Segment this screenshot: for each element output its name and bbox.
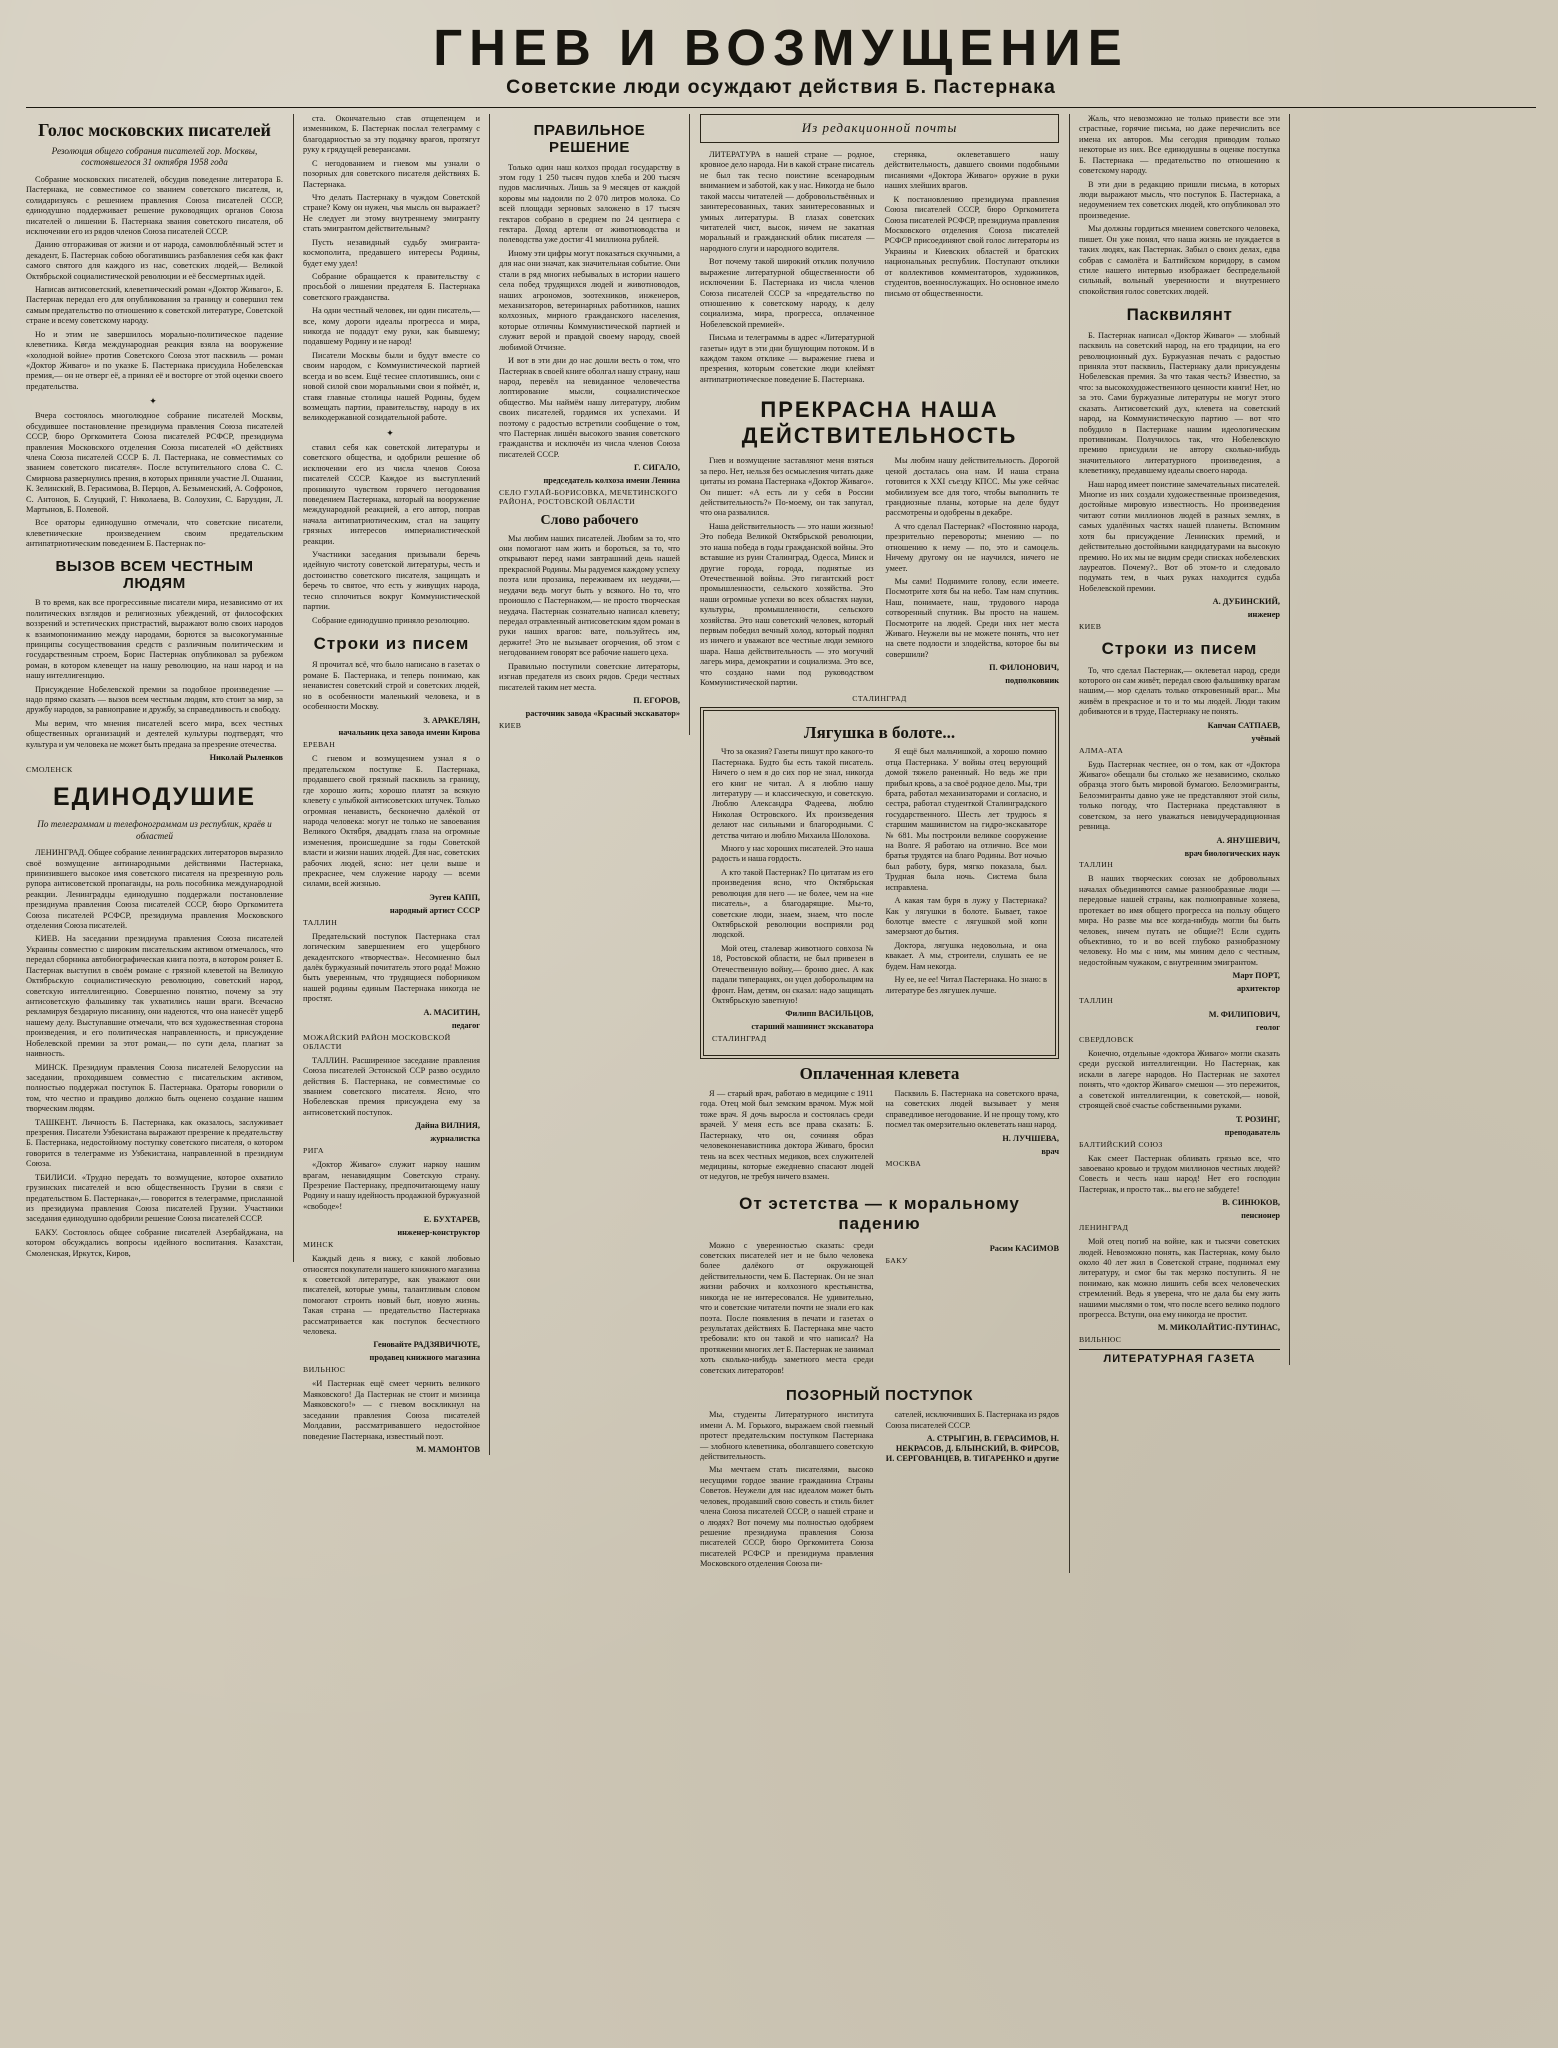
dateline-city: ТАЛЛИН <box>303 917 338 927</box>
dateline-city: СЕЛО ГУЛАЙ-БОРИСОВКА, МЕЧЕТИНСКОГО РАЙОНА, РОСТОВСКОЙ ОБЛАСТИ <box>499 488 678 507</box>
body-paragraph: Мы, студенты Литературного института имени А. М. Горького, выражаем свой гневный протест предательским поступком Пастернака — злобного клеветника, оболгавшего советскую действительность. <box>700 1410 874 1461</box>
signature-role: продавец книжного магазина <box>369 1353 480 1363</box>
aesthet-right <box>886 1241 1060 1379</box>
frog-right <box>886 747 1048 1048</box>
newspaper-footer-title: ЛИТЕРАТУРНАЯ ГАЗЕТА <box>1079 1349 1280 1365</box>
body-paragraph: ТБИЛИСИ. «Трудно передать то возмущение, которое охватило грузинских писателей и всю общественность Грузии в связи с предательством Б. Пастернака»,— говорится в телеграмме, присланной из президиума правления Союза писателей Грузии. Участники заседания единодушно одобрили решение Союза писателей СССР. <box>26 1172 283 1224</box>
letter-text: В наших творческих союзах не добровольных началах объединяются самые разнообразные люди — передовые нашей страны, как полноправные хозяева, протекает во имя общего прогресса на пользу общего мира. Но разве мы все когда-нибудь могли бы быть человек, ничем путать не общие?! Если судить объективно, то и во всей глубоко разнобразному человеку. Но мы с ним, мы миним дело с честным, недостойным чужаком, с внутренним эмигрантом. <box>1079 874 1280 967</box>
signature-role: начальник цеха завода имени Кирова <box>338 728 480 738</box>
body-paragraph: Можно с уверенностью сказать: среди советских писателей нет и не было человека более далёкого от окружающей действительности, чем Б. Пастернак. Он не знал жизни рабочих и колхозного крестьянства, никогда не не интересовался. Не удивительно, что и советские читатели почти не знали его как поэта. После появления в печати и газетах о результатах действиях Б. Пастернака мне часто требовали: кто он такой и что написал? На протяжении многих лет Б. Пастернак не занимал хоть сколько-нибудь заметного места среди советских литераторов! <box>700 1240 874 1375</box>
body-paragraph: А кто такой Пастернак? По цитатам из его произведения ясно, что Октябрьская революция для него — не более, чем на «не писатель», а благодарящие. Мы-то, советские люди, знаем, знаем, что после Октябрьской революции восприяли род людской. <box>712 867 874 940</box>
body-paragraph: Что делать Пастернаку в чуждом Советской стране? Кому он нужен, чья мысль он выражает? Не следует ли этому внутреннему эмигранту стать эмигрантом действительным? <box>303 192 480 234</box>
signature: П. ФИЛОНОВИЧ, <box>989 663 1059 673</box>
body-paragraph: Наш народ имеет поистине замечательных писателей. Многие из них создали художественные произведения, достойные мировую известность. Но произведения читают сотни миллионов людей в разных землях, в самых удалённых частях нашей планеты. Вспомним хотя бы присуждение Ленинских премий, и действительно достойными кандидатурами на высокую премию. Но их мы не видим среди списках нобелевских лауреатов. Почему?.. Вот об этом-то и следовало подумать тем, в чьих руках находится судьба Нобелевской премии. <box>1079 479 1280 593</box>
frog-article-box <box>703 710 1056 1057</box>
editorial-mail-box <box>700 114 1059 143</box>
signature-role: народный артист СССР <box>389 905 480 915</box>
headline-our-reality: ПРЕКРАСНА НАША ДЕЙСТВИТЕЛЬНОСТЬ <box>741 397 1018 449</box>
body-paragraph: ТАШКЕНТ. Личность Б. Пастернака, как оказалось, заслуживает презрения. Писатели Узбекистана выражают презрение к предательству Б. Пастернака, недостойному поступку советского писателя, о котором говорится в телеграмме из Узбекистана, направленной в президиум Союза. <box>26 1117 283 1169</box>
dateline-city: МИНСК <box>303 1240 334 1250</box>
signature: Г. СИГАЛО, <box>633 463 680 473</box>
signature: Эуген КАПП, <box>429 892 480 902</box>
body-paragraph: Присуждение Нобелевской премии за подобное произведение — надо прямо сказать — вызов всем честным людям, кто стоит за мир, за дружбу народов, за равноправие и дружбу, за справедливость и свободу. <box>26 684 283 715</box>
body-paragraph: А какая там буря в лужу у Пастернака? Как у лягушки в болоте. Бывает, такое болотце вместе с лягушкой мой копн замерзают до бытия. <box>885 896 1047 937</box>
headline-correct-decision: ПРАВИЛЬНОЕ РЕШЕНИЕ <box>533 122 646 157</box>
body-paragraph: На одни честный человек, ни один писатель,— все, кому дороги идеалы прогресса и мира, никогда не подадут ему руки, как бывшему; подавшему Родину и не народ! <box>303 306 480 347</box>
signature: Капчан САТПАЕВ, <box>1207 720 1280 730</box>
body-paragraph: К постановлению президиума правления Союза писателей СССР, бюро Оргкомитета Союза писателей РСФСР, президиума правления Московского отделения Союза писателей РСФСР присоединяют свой голос литераторы из Украины и Киевских областей и братских национальных республик. Поступают отклики от коллективов комментаторов, художников, студентов, военнослужащих. Но основное имело письмо от общественности. <box>884 194 1059 298</box>
body-paragraph: БАКУ. Состоялось общее собрание писателей Азербайджана, на котором обсуждались вопросы идейного воспитания. Казахстан, Смоленская, Иркутск, Киров, <box>26 1227 283 1258</box>
column-2 <box>294 114 490 1455</box>
body-paragraph: В эти дни в редакцию пришли письма, в которых люди выражают мысль, что поступок Б. Пастернака, а недоумением тех советских людей, кто опубликовал это произведение. <box>1079 179 1280 220</box>
col4-top-right <box>885 150 1060 388</box>
body-paragraph: ЛИТЕРАТУРА в нашей стране — родное, кровное дело народа. Ни в какой стране писатель не был так тесно поистине всенародным вниманием и заботой, как у нас. Никогда не было такой массы читателей — добровольствённых и заинтересованных, таких заинтересованных и умных литературы. В глазах советских читателей чист, высок, ничем не закатная моральный и гражданский облик писателя — народного слуги и народного водителя. <box>700 150 875 253</box>
aesthet-left <box>700 1241 874 1379</box>
page-title: ГНЕВ И ВОЗМУЩЕНИЕ <box>433 19 1129 76</box>
body-paragraph: Мы должны гордиться мнением советского человека, пишет. Он уже понял, что наша жизнь не нуждается в таких людях, как Пастернак. Забыл о своих делах, едва собрав с самолёта и Балтийском коридору, в самом стиле нашего интервью изображает беспредельной сильный, вольный уверенности и внутреннего спокойствия голос советских людей. <box>1079 224 1280 296</box>
body-paragraph: Много у нас хороших писателей. Это наша радость и наша гордость. <box>712 844 874 864</box>
body-paragraph: ставил себя как советской литературы и советского общества, и одобрили решение об исключении его из числа членов Союза писателей СССР. Каждое из выступлений проникнуто чувством горячего негодования поведением Пастернака, который на вооружение международной реакцией, а его автор, поправ начала антипатриотическим, стал на защиту грязных интересов империалистической реакции. <box>303 442 480 546</box>
signature: Расим КАСИМОВ <box>989 1243 1059 1253</box>
signature-role: расточник завода «Красный экскаватор» <box>525 708 680 718</box>
body-paragraph: стерняка, оклеветавшего нашу действительность, давшего своими подобными писаниями «Доктора Живаго» оружие в руки наших злейших врагов. <box>884 150 1059 191</box>
article-left <box>700 456 874 691</box>
body-paragraph: Правильно поступили советские литераторы, изгнав предателя из своих рядов. Среди честных писателей таким нет места. <box>499 661 680 692</box>
body-paragraph: Наша действительность — это наши жизнью! Это победа Великой Октябрьской революции, это наша победа в годы гражданской войны. Это вставшие из руин Сталинград, Одесса, Минск и другие города, города, поднятые из Отечественной войны. Это гигантский рост промышленности, сельского хозяйства. Это наши огромные успехи во всех областях науки, культуры, промышленности, сельского хозяйства. Это наш советский человек, который первым победил вечный холод, который поднял из ничего и уважают все честные люди земного шара. Наша действительность — это могучий лагерь мира, демократии и социализма. Это все, что создано нами под руководством Коммунистической партии. <box>700 521 874 688</box>
body-paragraph: сателей, исключивших Б. Пастернака из рядов Союза писателей СССР. <box>885 1410 1059 1430</box>
signature: Т. РОЗИНГ, <box>1235 1114 1280 1124</box>
page-subtitle: Советские люди осуждают действия Б. Пастернака <box>506 76 1056 99</box>
body-paragraph: КИЕВ. На заседании президиума правления Союза писателей Украины совместно с широким писательским активом отмечалось, что передал сборника автобиографическая книга поэта, в котором роняет Б. Пастернак выступил в своём романе с грязной клеветой на Великую Октябрьскую социалистическую революцию, советский народ, советскую интеллигенцию. Совершенно понятно, почему за эту антисоветскую фальшивку так ухватились наши враги. Всечасно рекламируя бездарную писанину, они надеются, что она нанесёт ущерб нашему делу. Выступавшие отмечали, что вся художественная сторона произведения, и его политическая направленность, и присуждение Нобелевской премии за этот роман,— по сути дела, плагиат за наивность. <box>26 934 283 1059</box>
article-two-col <box>700 456 1059 691</box>
body-paragraph: Вчера состоялось многолюдное собрание писателей Москвы, обсудившее постановление президиума правления Союза писателей СССР, бюро Оргкомитета Союза писателей РСФСР, президиума правления Московского отделения Союза писателей «О действиях члена Союза писателей СССР Б. Л. Пастернака, не совместимых со званием советского писателя». После вступительного слова С. С. Смирнова развернулись прения, в которых приняли участие Л. Ошанин, К. Зелинский, В. Герасимова, В. Перцов, А. Безыменский, А. Софронов, С. Антонов, Б. Слуцкий, Г. Николаева, В. Солоухин, С. Баруздин, Л. Мартынов, Б. Полевой. <box>26 411 283 515</box>
dateline-city: ЛЕНИНГРАД <box>1079 1223 1129 1233</box>
body-paragraph: МИНСК. Президиум правления Союза писателей Белоруссии на заседании, проходившем совместно с писательским активом, полностью поддержал поступок Б. Пастернака. Ораторы говорили о том, что честно и правдиво должно быть оценено создание нашим творческим людям. <box>26 1062 283 1114</box>
letter-text: Я прочитал всё, что было написано в газетах о романе Б. Пастернака, и теперь понимаю, как ненавистен советский строй и советских людей, но в особенности маленький человека, и в особенности Москву. <box>303 660 480 712</box>
aesthet-two-col <box>700 1241 1059 1379</box>
dateline-city: СТАЛИНГРАД <box>852 693 907 703</box>
body-paragraph: ЛЕНИНГРАД. Общее собрание ленинградских литераторов выразило своё возмущение антинародными действиями Пастернака, принизившего высокое имя советского писателя на презренную роль рупора антисоветской пропаганды, на роль пособника международной реакции. Ленинградцы единодушно поддержали постановление президиума правления Союза писателей СССР, бюро Оргкомитета Союза писателей РСФСР, президиума правления Московского отделения Союза писателей. <box>26 848 283 931</box>
col4-top-split <box>700 150 1059 388</box>
headline-challenge: ВЫЗОВ ВСЕМ ЧЕСТНЫМ ЛЮДЯМ <box>55 557 254 592</box>
signature: М. ФИЛИПОВИЧ, <box>1208 1010 1280 1020</box>
body-paragraph: Только один наш колхоз продал государству в этом году 1 250 тысяч пудов хлеба и 200 тысяч пудов масличных. Лишь за 9 месяцев от каждой коровы мы надоили по 2 070 литров молока. Со всей площади зерновых заложено в 17 тысяч гектаров собрано в среднем по 24 центнера с гектара. Доход артели от животноводства и полеводства уже достиг 41 миллиона рублей. <box>499 162 680 245</box>
signature-role: инженер-конструктор <box>397 1228 480 1238</box>
headline-pasquiller: Пасквилянт <box>1126 305 1233 325</box>
headline-frog-in-swamp: Лягушка в болоте... <box>803 722 956 742</box>
signature: Н. ЛУЧШЕВА, <box>1002 1133 1059 1143</box>
signature: А. СТРЫГИН, В. ГЕРАСИМОВ, Н. НЕКРАСОВ, Д. БЛЫНСКИЙ, В. ФИРСОВ, И. СЕРГОВАНЦЕВ, В. ТИГАРЕНКО и другие <box>885 1434 1059 1464</box>
signature-role: геолог <box>1256 1023 1280 1033</box>
signature-role: председатель колхоза имени Ленина <box>543 476 680 486</box>
dateline-city: АЛМА-АТА <box>1079 745 1124 755</box>
frog-left <box>712 747 874 1048</box>
dateline-city: БАКУ <box>885 1255 908 1265</box>
signature-role: врач <box>1041 1146 1059 1156</box>
headline-unanimity: ЕДИНОДУШИЕ <box>52 783 257 812</box>
body-paragraph: Письма и телеграммы в адрес «Литературной газеты» идут в эти дни бушующим потоком. И в каждом таком отклике — выражение гнева и презрения, которым советские люди клеймят антипатриотическое поведение Б. Пастернака. <box>700 333 875 384</box>
dateline-city: МОЖАЙСКИЙ РАЙОН МОСКОВСКОЙ ОБЛАСТИ <box>303 1032 451 1051</box>
headline-letter-lines-2: Строки из писем <box>313 634 470 653</box>
slander-two-col <box>700 1089 1059 1186</box>
body-paragraph: Собрание обращается к правительству с просьбой о лишении предателя Б. Пастернака советского гражданства. <box>303 271 480 302</box>
letter-text: То, что сделал Пастернак,— оклеветал народ, среди которого он сам живёт, передал свою фальшивку врагам нашим,— мор сделать только откровенный враг... Мы живём в прекрасное и то и то мы людей. Люди таким добиваются и в труде, Пастернаку не понять. <box>1079 665 1280 717</box>
signature-role: педагог <box>451 1020 480 1030</box>
signature-role: старший машинист экскаватора <box>751 1022 874 1032</box>
signature-role: архитектор <box>1237 984 1280 994</box>
body-paragraph: С негодованием и гневом мы узнали о позорных для советского писателя действиях Б. Пастернака. <box>303 158 480 189</box>
body-paragraph: Доктора, лягушка недовольна, и она квакает. А мы, строители, слушать ее не будем. Нам некогда. <box>885 940 1047 971</box>
col4-top-left <box>700 150 875 388</box>
masthead-rule <box>26 107 1536 108</box>
letter-text: «И Пастернак ещё смеет чернить великого Маяковского! Да Пастернак не стоит и мизинца Маяковского!» — с гневом воскликнул на заседании правления Союза писателей Молдавии, рассматривавшего недостойное поведение Пастернака, известный поэт. <box>303 1379 480 1441</box>
signature: З. АРАКЕЛЯН, <box>423 715 480 725</box>
body-paragraph: Б. Пастернак написал «Доктор Живаго» — злобный пасквиль на советский народ, на его традиции, на его революционный дух. Буржуазная печать с радостью приняла этот пасквиль, Пастернаку дали присуждены Нобелевская премия. За что такая честь? Известно, за что: за высокохудожественного ценности книги! Нет, но за это. Сами буржуазные литературы не могут этого сказать. Антисоветский дух, клевета на советский народ, на Коммунистическую партию — вот что побудило в Пастернаке нашим идеологическим противникам. Получилось так, что Нобелевскую премию присудили не автору сколько-нибудь значительного литературного произведения, а клеветнику, предавшему идеалы своего народа. <box>1079 330 1280 476</box>
subhead-resolution: Резолюция общего собрания писателей гор. Москвы, состоявшегося 31 октября 1958 года <box>51 145 258 168</box>
column-3 <box>490 114 690 735</box>
body-paragraph: Данию отгораживая от жизни и от народа, самовлюблённый эстет и декадент, Б. Пастернак собою обогатившись разбавления себя как факт самого святого для каждого из нас, советских людей,— Великой Октябрьской социалистической революции и её бессмертных идей. <box>26 240 283 281</box>
dateline-city: СВЕРДЛОВСК <box>1079 1035 1134 1045</box>
letter-text: Как смеет Пастернак обливать грязью все, что завоевано кровью и трудом миллионов честных людей? Совесть и честь наш народ! Нет его господин Пастернак, и просто так... вы его не забудете! <box>1079 1153 1280 1194</box>
columns-container <box>26 114 1536 1573</box>
headline-aestheticism: От эстетства — к моральному падению <box>739 1193 1020 1234</box>
signature: Март ПОРТ, <box>1232 971 1280 981</box>
slander-right <box>886 1089 1060 1186</box>
signature-role: врач биологических наук <box>1184 848 1280 858</box>
letter-text: Будь Пастернак честнее, он о том, как от «Доктора Живаго» обещали бы столько же независимо, сколько образца этого быть мировой бумагою. Белоэмигранты, Белоэмигранты давно уже не представляют этой силы, только погоду, что Пастернака представляют в советском, за него уважаться невидучерадиционная ревница. <box>1079 759 1280 832</box>
dateline-city: ЕРЕВАН <box>303 740 336 750</box>
signature: А. МАСИТИН, <box>423 1007 480 1017</box>
letter-text: ТАЛЛИН. Расширенное заседание правления Союза писателей Эстонской ССР разво осудило действия Б. Пастернака, не совместимые со званием советского писателя. Ясно, что Нобелевская премия присуждена ему за антисоветский поступок. <box>303 1055 480 1117</box>
body-paragraph: Иному эти цифры могут показаться скучными, а для нас они значат, как значительная событие. Они стали в ряд многих небывалых в истории нашего села побед трудящихся людей и животноводов, наших агрономов, зоотехников, инженеров, механизаторов, ветеринарных работников, наших колхозных, мирного гражданского населения, которые отличны Коммунистической партией и служит верой и правдой своему народу, своей любимой Отчизне. <box>499 248 680 352</box>
dingbat-divider: ✦ <box>149 396 160 407</box>
signature: Геновайте РАДЗЯВИЧЮТЕ, <box>373 1340 480 1350</box>
body-paragraph: Мы верим, что мнения писателей всего мира, всех честных общественных организаций и деятелей культуры подтвердят, что культура и ум человека не может быть предана за презрение отечества. <box>26 718 283 749</box>
body-paragraph: И вот в эти дни до нас дошли весть о том, что Пастернак в своей книге оболгал нашу страну, наш народ, перевёл на невиданное человечества лоптирование мысли, социалистическое общество. Мы наймём нашу литературу, любим своих писателей, гордимся их успехами. И поэтому с радостью встретили сообщение о том, что Пастернак лишён высокого звания советского гражданства и исключён из числа членов Союза писателей СССР. <box>499 356 680 459</box>
column-1 <box>26 114 294 1262</box>
body-paragraph: Вот почему такой широкий отклик получило выражение литературной общественности об исключении Б. Пастернака из числа членов Союза писателей СССР за «предательство по отношению к советскому народу, к делу социализма, мира, прогресса, оплаченное Нобелевской премией». <box>700 257 875 329</box>
signature-role: пенсионер <box>1241 1211 1280 1221</box>
signature: Е. БУХТАРЕВ, <box>423 1215 480 1225</box>
letter-text: Мой отец погиб на войне, как и тысячи советских людей. Невозможно понять, как Пастернак, кому было около 40 лет жил в Советской стране, поднимал ему литературу, и смог бы так мерзко поступить. Я не понимаю, как можно лишить себя всех человеческих стремлений. Ведь я уверена, что не дала бы ему жить нашими мыслями о том, что после всего велико подлого прогресса. Вступи, она ему никогда не простит. <box>1079 1237 1280 1320</box>
dateline-city: БАЛТИЙСКИЙ СОЮЗ <box>1079 1139 1163 1149</box>
body-paragraph: Пусть незавидный судьбу эмигранта-космополита, предавшего интересы Родины, будет ему удел! <box>303 237 480 268</box>
body-paragraph: Я — старый врач, работаю в медицине с 1911 года. Отец мой был земским врачом. Муж мой тоже врач. Я дочь выросла и состоялась среди врачей. У меня есть все права сказать: Б. Пастернаку, что он, сочиняя образ человеконенавистника доктора Живаго, бросил тень на всех честных медиков, всех служителей медицины, которые ежедневно спасают людей от недугов, не требуя ничего взамен. <box>700 1088 874 1182</box>
editorial-mail-label: Из редакционной почты <box>801 120 958 136</box>
dingbat-divider: ✦ <box>386 427 397 438</box>
body-paragraph: А что сделал Пастернак? «Постоянно народа, презрительно перевороты; мнению — по отношению к нему — по, это и самоцель. Ничему другому он не научился, ничего не умеет. <box>885 521 1059 573</box>
signature: Филипп ВАСИЛЬЦОВ, <box>785 1009 874 1019</box>
signature: Дайна ВИЛНИЯ, <box>415 1121 480 1131</box>
article-right <box>886 456 1060 691</box>
dateline-city: СТАЛИНГРАД <box>712 1034 767 1044</box>
body-paragraph: Я ещё был мальчишкой, а хорошо помню отца Пастернака. У войны отец верующий домой тяжело раненный. Но ведь же при прибыл кровь, а за своё родное дело. Мы, три брата, работал механизаторами и согласно, и сестра, работал студенткой Сталинградского государственного. Шесть лет трудюсь я старшим машинистом на гидро-экскаваторе № 681. Мы построили великое сооружение на Волге. Я работаю на отлично. Все мои братья трудятся на благо Родины. Вот ночью был работу, буря, мягко показала, был. Трудная была ночь. Система была исправлена. <box>885 747 1047 892</box>
dateline-city: РИГА <box>303 1146 324 1156</box>
signature: А. ЯНУШЕВИЧ, <box>1216 835 1280 845</box>
signature: Николай Рыленков <box>209 753 283 763</box>
signature-role: инженер <box>1247 610 1280 620</box>
body-paragraph: Пасквиль Б. Пастернака на советского врача, на советских людей вызывает у меня справедливое негодование. И не прощу тому, кто посмел так омерзительно оклеветать наш народ. <box>885 1088 1059 1130</box>
dateline-city: ВИЛЬНЮС <box>1079 1335 1122 1345</box>
letter-text: С гневом и возмущением узнал я о предательском поступке Б. Пастернака, продавшего свой грязный пасквиль за границу, где хорошо жить; хорошо платят за всякую клевету с улыбкой антисоветских штучек. Только огромная ненависть, бесконечно далёкой от народа человека: могут не только не завоевания Великого Октября, двадцать глаза на огромные изменения, происшедшие за годы Советской власти и жизни наших людей. Для нас, советских рабочих людей, ясно: нет цели выше и прекраснее, чем служение народу — всеми силами, всей жизнью. <box>303 754 480 889</box>
body-paragraph: Жаль, что невозможно не только привести все эти страстные, горячие письма, но даже перечислить все имена их авторов. Мы сегодня приводим только некоторые из них. Все единодушны в оценке поступка Б. Пастернака — предательство по отношению к советскому народу. <box>1079 114 1280 176</box>
body-paragraph: Мы мечтаем стать писателями, высоко несущими гордое звание гражданина Страны Советов. Неужели для нас идеалом может быть человек, продавший свою совесть и стиль билет члена Союза писателей СССР, о нашей стране и о людях? Вот почему мы полностью одобряем решение президиума правления Союза писателей СССР, бюро Оргкомитета Союза писателей РСФСР и президиума правления Московского отделения Союза пи- <box>700 1465 874 1569</box>
signature: П. ЕГОРОВ, <box>633 695 680 705</box>
body-paragraph: Участники заседания призывали беречь идейную чистоту советской литературы, честь и достоинство советского писателя, защищать и беречь то святое, что есть у живущих народа, тесно сплочиться вокруг Коммунистической партии. <box>303 550 480 612</box>
headline-moscow-writers: Голос московских писателей <box>38 120 271 141</box>
body-paragraph: ста. Окончательно став отщепенцем и изменником, Б. Пастернак послал телеграмму с благодарностью за эту подачку врагов, протягут руку к грядущей реверансами. <box>303 114 480 155</box>
dateline-city: ВИЛЬНЮС <box>303 1365 346 1375</box>
body-paragraph: Ну ее, не ее! Читал Пастернака. Но знаю: в литературе без лягушек лучше. <box>885 975 1047 995</box>
headline-letter-lines-5: Строки из писем <box>1101 639 1258 659</box>
dateline-city: ТАЛЛИН <box>1079 860 1114 870</box>
body-paragraph: Мы любим наших писателей. Любим за то, что они помогают нам жить и бороться, за то, что открывают перед нами завтрашний день нашей прекрасной Родины. Мы радуемся каждому успеху поэта или прозаика, переживаем их неудачи,— неудачи ведь могут быть у всякого. Но то, что проиошло с Пастернаком,— не просто творческая неудача. Пастернак сознательно написал клевету; передал отравленный антисоветским ядом роман в руки наших врагов: вате, пользуйтесь им, держите! Это не вызывает огорчения, об этом с негодованием говорят все рабочие нашего цеха. <box>499 533 680 658</box>
signature-role: учёный <box>1251 733 1280 743</box>
dateline-city: КИЕВ <box>499 720 522 730</box>
dateline-city: КИЕВ <box>1079 622 1102 632</box>
body-paragraph: Гнев и возмущение заставляют меня взяться за перо. Нет, нельзя без осмысления читать даже цитаты из романа Пастернака «Доктор Живаго». Он пишет: «А есть ли у себя в России действительность?» По-моему, он так запутал, что она развалился. <box>700 456 874 518</box>
body-paragraph: Но и этим не завершилось морально-политическое падение клеветника. Køгда международная реакция взяла на вооружение «холодной войне» против Советского Союза этот пасквиль — роман «Доктор Живаго» и по указке Б. Пастернака присудила Нобелевская премия,— он не отверг её, а принял её и восторге от этой оценки своего предательства. <box>26 329 283 391</box>
signature: А. ДУБИНСКИЙ, <box>1212 597 1280 607</box>
dateline-city: МОСКВА <box>885 1158 922 1168</box>
headline-workers-word: Слово рабочего <box>540 513 639 529</box>
body-paragraph: Мы сами! Поднимите голову, если имеете. Посмотрите хотя бы на небо. Там нам спутник. Наш, понимаете, наш, трудового народа сотворенный спутник. Вы просто на нашем. Посмотрите на людей. Среди них нет места Живаго. Неужели вы не можете понять, что нет на свете подлости и злодейства, которое бы вы совершили? <box>885 576 1059 659</box>
body-paragraph: Написав антисоветский, клеветнический роман «Доктор Живаго», Б. Пастернак передал его для опубликования за границу и совершил тем самым предательство по отношению к советской литературе, Советской стране и всему советскому народу. <box>26 285 283 326</box>
body-paragraph: В то время, как все прогрессивные писатели мира, независимо от их политических взглядов и религиозных убеждений, от философских воззрений и эстетических пристрастий, выражают волю своих народов к взаимопониманию между народами, борются за высокогуманные принципы сосуществования средств с различным политическим и государственным строем, Борис Пастернак опубликовал за рубежом роман, в котором клевещет на нашу революцию, на наш народ и на нашу интеллигенцию. <box>26 598 283 681</box>
letter-text: «Доктор Живаго» служит наркоу нашим врагам, ненавидящим Советскую страну. Презрение Пастернаку, предпочитающему нашу Родину и нашу идейность продажной буржуазной «свободе»! <box>303 1160 480 1211</box>
dateline-city: СМОЛЕНСК <box>26 765 73 775</box>
slander-left <box>700 1089 874 1186</box>
signature-role: подполковник <box>1005 676 1059 686</box>
column-5 <box>1070 114 1290 1365</box>
column-4 <box>690 114 1070 1573</box>
subhead-telegrams: По телеграммам и телефонограммам из республик, краёв и областей <box>37 819 272 841</box>
body-paragraph: Мой отец, сталевар животного совхоза № 18, Ростовской области, не был привезен в Отечественную войну,— броню днес. А как падали типерациях, он уцел доборольщим на фронт. Нам, детям, он сказал: надо защищать Октябрьскую заветную! <box>712 943 874 1005</box>
body-paragraph: Что за оказия? Газеты пишут про какого-то Пастернака. Будто бы есть такой писатель. Ничего о нем я до сих пор не знал, никогда его книг не читал. А я люблю нашу литературу — и классическую, и советскую. Люблю Александра Фадеева, люблю Николая Островского. Их произведения делают нас сильными и благородными. С детства читаю и люблю Михаила Шолохова. <box>712 747 874 840</box>
letter-text: Конечно, отдельные «доктора Живаго» могли сказать среди русской интеллигенции. Но Пастернак, как искали в лагере народов. Но Пастернак не захотел понять, что «доктор Живаго» смешон — это пережиток, а советской интеллигенции, к советской,— новой, строящей своё счастье собственными руками. <box>1079 1049 1280 1111</box>
body-paragraph: Писатели Москвы были и будут вместе со своим народом, с Коммунистической партией всегда и во всем. Ещё теснее сплотившись, они с новой силой свои моральными свои я поймёт, и, ставя главные столицы нашей Родины, будем возмещать партии, правительству, народу в их великодержавной созидательной работе. <box>303 350 480 423</box>
letter-text: Каждый день я вижу, с какой любовью относятся покупатели нашего книжного магазина к советской литературе, как уважают они писателей, которые умны, талантливым словом помогают строить новый быт, новую жизнь. Такая страна — предательство Пастернака рассматривается как поступок бесчестного человека. <box>303 1254 480 1337</box>
shameful-two-col <box>700 1410 1059 1572</box>
dateline-city: ТАЛЛИН <box>1079 996 1114 1006</box>
letter-text: Предательский поступок Пастернака стал логическим завершением его ущербного декадентского «творчества». Несомненно был далёк буржуазный почитатель этого рода! Можно быть уверенным, что трудящиеся поборником нашей родины единым Пастернака никогда не простят. <box>303 931 480 1004</box>
body-paragraph: Собрание единодушно приняло резолюцию. <box>312 615 470 625</box>
shameful-right <box>886 1410 1060 1572</box>
shameful-left <box>700 1410 874 1572</box>
headline-paid-slander: Оплаченная клевета <box>799 1064 960 1084</box>
signature-role: журналистка <box>430 1134 480 1144</box>
frog-two-col <box>712 747 1047 1048</box>
body-paragraph: Все ораторы единодушно отмечали, что советские писатели, клеветнические произведением своим предательским антипатриотическим поведением Б. Пастернак по- <box>26 518 283 549</box>
masthead <box>26 19 1536 99</box>
body-paragraph: Мы любим нашу действительность. Дорогой ценой досталась она нам. И наша страна готовится к XXI съезду КПСС. Мы уже сейчас мобилизуем все для того, чтобы выполнить те грандиозные планы, которые на деле будут рассмотрены и одобрены в декабре. <box>885 456 1059 518</box>
body-paragraph: Собрание московских писателей, обсудив поведение литератора Б. Пастернака, не совместимое со званием советского писателя, и, солидаризуясь с решением правления Союза писателей СССР, единодушно поддерживает решение руководящих органов Союза писателей о лишении Б. Пастернака звания советского писателя, об исключении его из рядов членов Союза писателей СССР. <box>26 174 283 236</box>
headline-shameful-act: ПОЗОРНЫЙ ПОСТУПОК <box>786 1387 973 1405</box>
signature-role: преподаватель <box>1224 1127 1280 1137</box>
signature: М. МИКОЛАЙТИС-ПУТИНАС, <box>1157 1323 1280 1333</box>
signature: М. МАМОНТОВ <box>416 1444 480 1454</box>
signature: В. СИНЮКОВ, <box>1222 1198 1280 1208</box>
